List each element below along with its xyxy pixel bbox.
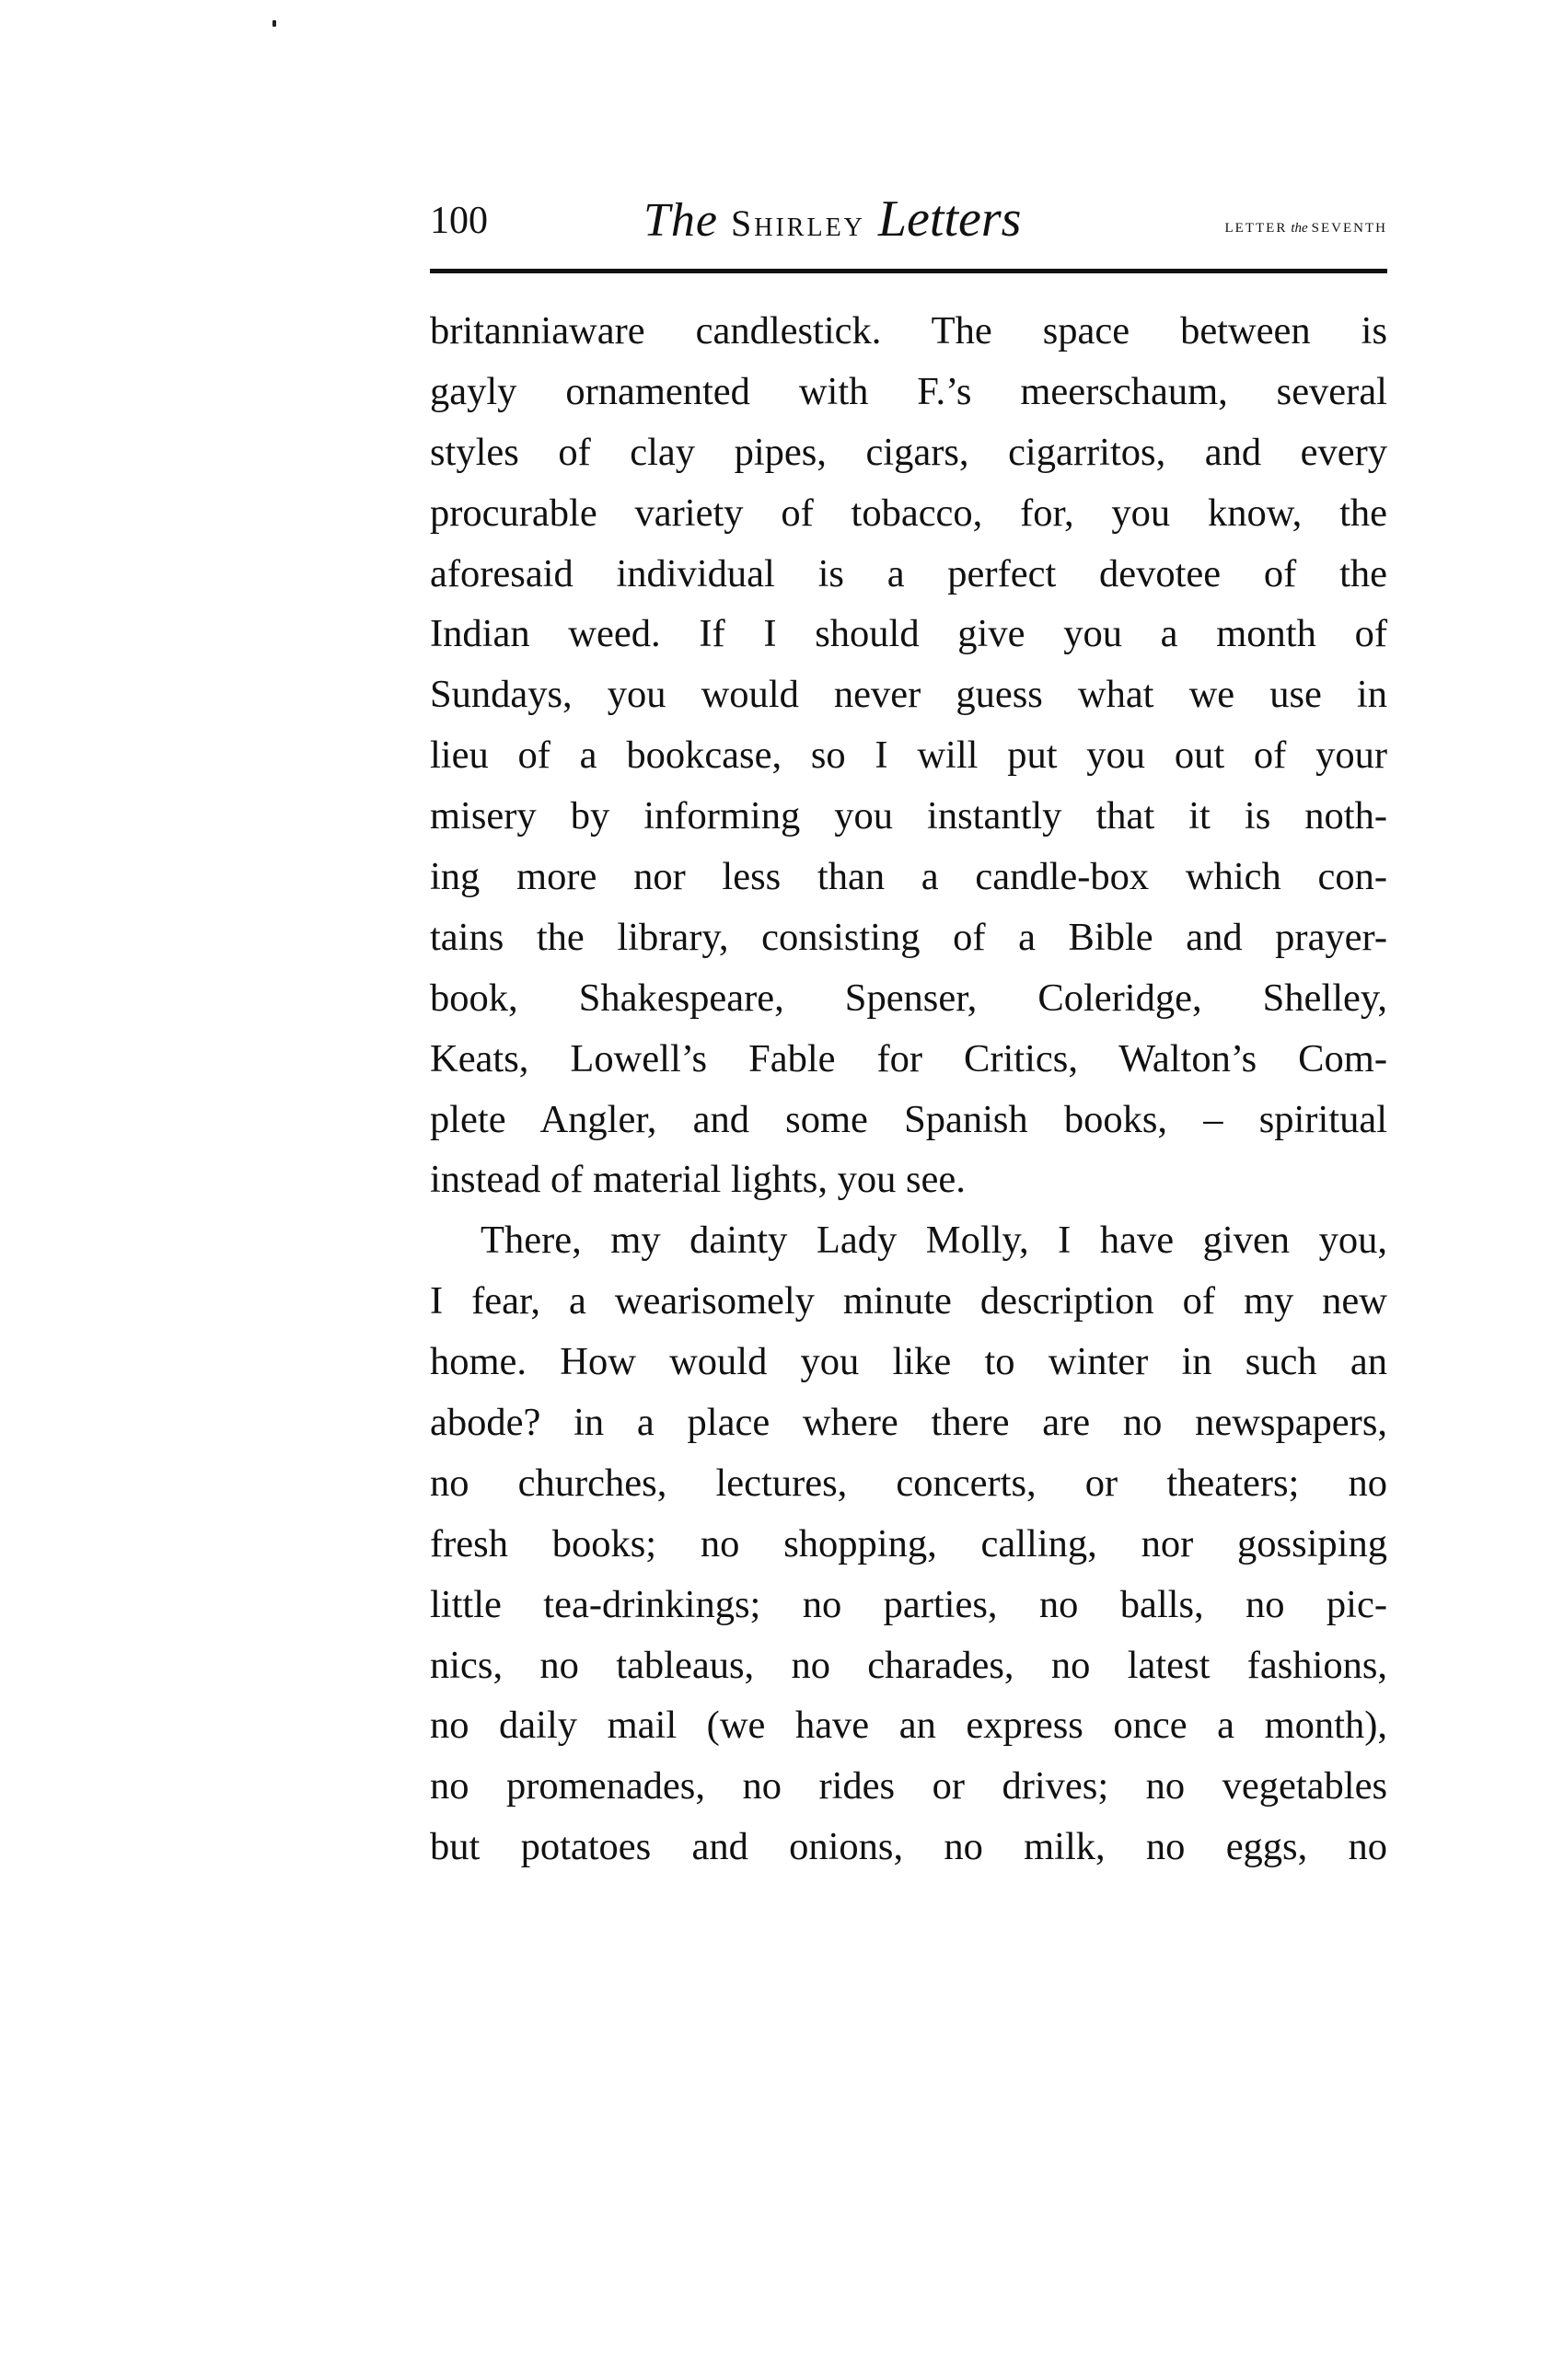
- text-line: gayly ornamented with F.’s meerschaum, several: [430, 369, 1387, 413]
- ink-speck: [272, 20, 276, 27]
- text-line: no churches, lectures, concerts, or theaters; no: [430, 1461, 1387, 1505]
- body-text: [430, 301, 1387, 1877]
- text-line: abode? in a place where there are no newspapers,: [430, 1401, 1387, 1445]
- text-line: but potatoes and onions, no milk, no eggs, no: [430, 1825, 1387, 1869]
- text-line: aforesaid individual is a perfect devotee of the: [430, 551, 1387, 595]
- text-line: plete Angler, and some Spanish books, – spiritual: [430, 1097, 1387, 1141]
- chapter-label-seventh: SEVENTH: [1311, 221, 1387, 236]
- book-title: [643, 190, 1021, 248]
- paragraph-start-line: There, my dainty Lady Molly, I have given you,: [481, 1219, 1387, 1263]
- text-line: tains the library, consisting of a Bible and prayer-: [430, 915, 1387, 959]
- paragraph-end-line: instead of material lights, you see.: [430, 1158, 966, 1202]
- text-line: styles of clay pipes, cigars, cigarritos, and every: [430, 430, 1387, 474]
- header-rule: [430, 269, 1387, 273]
- text-line: fresh books; no shopping, calling, nor gossiping: [430, 1521, 1387, 1565]
- book-title-letters: Letters: [877, 191, 1022, 248]
- text-line: britanniaware candlestick. The space between is: [430, 309, 1387, 352]
- text-line: home. How would you like to winter in such an: [430, 1340, 1387, 1384]
- text-line: I fear, a wearisomely minute description of my new: [430, 1279, 1387, 1323]
- text-line: book, Shakespeare, Spenser, Coleridge, Shelley,: [430, 976, 1387, 1020]
- text-line: procurable variety of tobacco, for, you know, the: [430, 491, 1387, 535]
- text-line: no daily mail (we have an express once a month),: [430, 1704, 1387, 1748]
- text-line: Keats, Lowell’s Fable for Critics, Walton’s Com-: [430, 1036, 1387, 1080]
- text-line: ing more nor less than a candle-box which con-: [430, 855, 1387, 899]
- text-line: Sundays, you would never guess what we use in: [430, 673, 1387, 717]
- chapter-label: [1225, 221, 1387, 237]
- page-number: 100: [430, 200, 488, 242]
- text-line: no promenades, no rides or drives; no vegetables: [430, 1764, 1387, 1808]
- chapter-label-letter: LETTER: [1224, 221, 1288, 236]
- running-head: [430, 191, 1387, 250]
- chapter-label-the: the: [1291, 221, 1308, 236]
- text-line: nics, no tableaus, no charades, no latest fashions,: [430, 1643, 1387, 1687]
- text-line: little tea-drinkings; no parties, no balls, no pic-: [430, 1582, 1387, 1626]
- text-line: lieu of a bookcase, so I will put you out of your: [430, 734, 1387, 778]
- text-line: misery by informing you instantly that it is noth-: [430, 794, 1387, 838]
- book-title-shirley: Shirley: [731, 202, 865, 244]
- book-title-the: The: [643, 194, 718, 247]
- text-line: Indian weed. If I should give you a month of: [430, 612, 1387, 656]
